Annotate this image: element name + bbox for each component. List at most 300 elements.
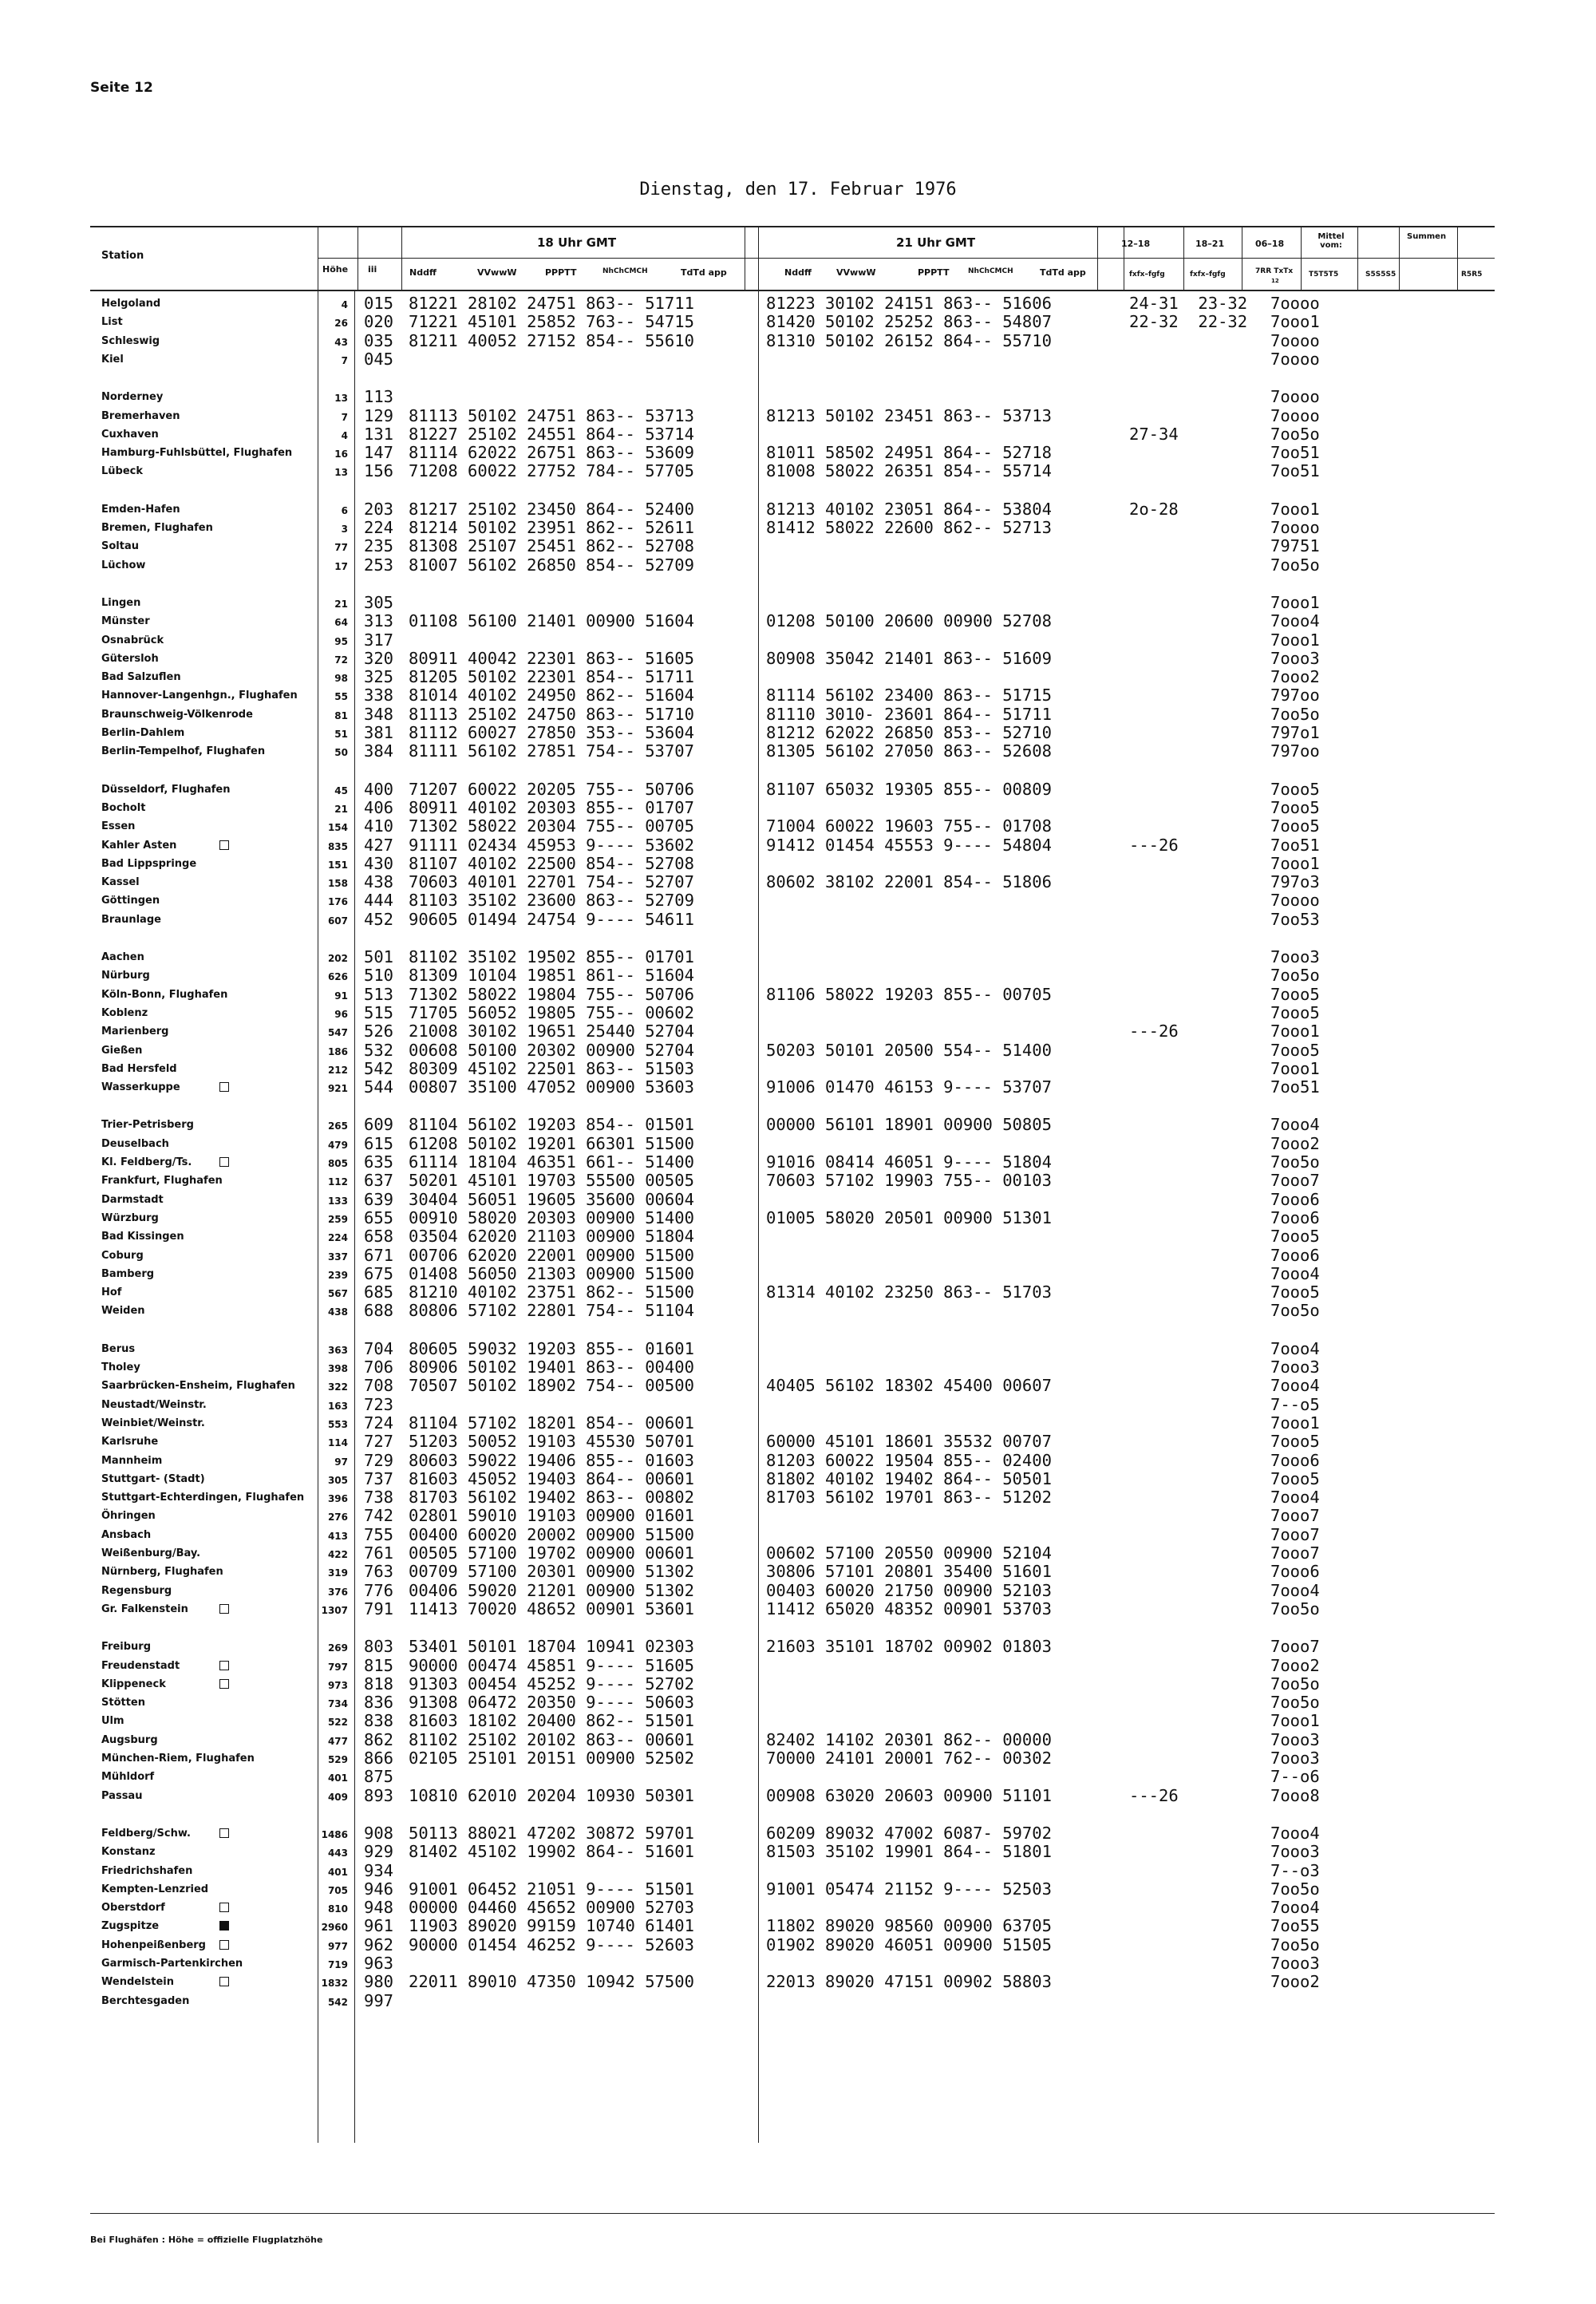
summary-group: 7oo5o (1270, 1879, 1320, 1899)
table-row (0, 518, 1596, 537)
station-name: Bad Lippspringe (101, 857, 197, 870)
table-row (0, 1282, 1596, 1302)
station-index: 929 (364, 1842, 394, 1862)
table-row (0, 1674, 1596, 1693)
obs-18-uhr: 71302 58022 20304 755-- 00705 (409, 816, 694, 836)
station-name: Braunlage (101, 913, 161, 926)
table-row (0, 798, 1596, 817)
obs-18-uhr: 03504 62020 21103 00900 51804 (409, 1227, 694, 1247)
table-row (0, 1730, 1596, 1749)
table-row (0, 461, 1596, 480)
summary-group: 7oooo (1270, 330, 1320, 350)
header-21-uhr: 21 Uhr GMT (896, 235, 976, 250)
summary-group: 7oo51 (1270, 835, 1320, 855)
station-index: 875 (364, 1767, 394, 1787)
station-index: 708 (364, 1376, 394, 1396)
obs-18-uhr: 90000 01454 46252 9---- 52603 (409, 1934, 694, 1954)
table-row (0, 1152, 1596, 1172)
station-index: 761 (364, 1543, 394, 1563)
summary-group: 7ooo5 (1270, 816, 1320, 836)
summary-group: 7ooo3 (1270, 947, 1320, 966)
mountain-station-marker-icon (219, 1082, 229, 1092)
station-name: Helgoland (101, 298, 161, 310)
station-index: 706 (364, 1358, 394, 1377)
mountain-station-marker-icon (219, 1977, 229, 1986)
station-name: Freiburg (101, 1641, 152, 1654)
header-col: TdTd app (681, 267, 727, 278)
station-height: 154 (327, 822, 348, 834)
station-name: Frankfurt, Flughafen (101, 1175, 223, 1188)
mountain-station-marker-icon (219, 1940, 229, 1950)
summary-group: 7ooo1 (1270, 853, 1320, 873)
station-name: Göttingen (101, 895, 160, 907)
table-row (0, 1954, 1596, 1973)
mountain-station-marker-icon (219, 1679, 229, 1689)
summary-group: 7ooo2 (1270, 1133, 1320, 1153)
mountain-station-marker-icon (219, 840, 229, 850)
header-col: NhChCMCH (602, 267, 648, 275)
mountain-station-marker-icon (219, 1661, 229, 1670)
obs-21-uhr: 21603 35101 18702 00902 01803 (766, 1637, 1052, 1657)
table-row (0, 816, 1596, 836)
table-row (0, 1413, 1596, 1433)
obs-21-uhr: 81114 56102 23400 863-- 51715 (766, 686, 1052, 705)
station-index: 305 (364, 592, 394, 612)
summary-group: 7ooo4 (1270, 1115, 1320, 1135)
summary-group: 7ooo5 (1270, 1002, 1320, 1022)
obs-18-uhr: 81114 62022 26751 863-- 53609 (409, 443, 694, 463)
obs-21-uhr: 91016 08414 46051 9---- 51804 (766, 1152, 1052, 1172)
station-height: 376 (327, 1586, 348, 1598)
summary-group: 7ooo8 (1270, 1785, 1320, 1805)
summary-group: 7ooo3 (1270, 1842, 1320, 1862)
obs-18-uhr: 80911 40102 20303 855-- 01707 (409, 797, 694, 817)
obs-18-uhr: 80906 50102 19401 863-- 00400 (409, 1358, 694, 1377)
obs-18-uhr: 61208 50102 19201 66301 51500 (409, 1133, 694, 1153)
station-name: Kempten-Lenzried (101, 1883, 209, 1895)
summary-group: 7ooo7 (1270, 1524, 1320, 1544)
summary-group: 7ooo1 (1270, 630, 1320, 650)
table-row (0, 443, 1596, 462)
station-height: 337 (327, 1251, 348, 1263)
station-index: 655 (364, 1207, 394, 1227)
station-name: Zugspitze (101, 1920, 159, 1932)
station-height: 705 (327, 1884, 348, 1896)
station-height: 51 (334, 729, 348, 740)
obs-18-uhr: 81217 25102 23450 864-- 52400 (409, 499, 694, 519)
obs-21-uhr: 81223 30102 24151 863-- 51606 (766, 294, 1052, 313)
obs-18-uhr: 90000 00474 45851 9---- 51605 (409, 1655, 694, 1675)
station-name: Nürburg (101, 970, 150, 982)
station-height: 97 (334, 1456, 348, 1468)
station-height: 21 (334, 598, 348, 610)
obs-18-uhr: 80309 45102 22501 863-- 51503 (409, 1058, 694, 1078)
station-index: 253 (364, 555, 394, 575)
summary-group: 7ooo3 (1270, 1729, 1320, 1749)
station-name: Münster (101, 615, 150, 628)
obs-18-uhr: 01408 56050 21303 00900 51500 (409, 1263, 694, 1283)
station-name: Neustadt/Weinstr. (101, 1398, 207, 1411)
station-name: Tholey (101, 1361, 140, 1373)
obs-18-uhr: 81211 40052 27152 854-- 55610 (409, 330, 694, 350)
obs-21-uhr: 81503 35102 19901 864-- 51801 (766, 1842, 1052, 1862)
station-index: 742 (364, 1506, 394, 1526)
station-height: 734 (327, 1698, 348, 1710)
station-name: Marienberg (101, 1026, 169, 1038)
station-index: 893 (364, 1785, 394, 1805)
station-name: Emden-Hafen (101, 503, 180, 516)
summary-group: 7ooo7 (1270, 1637, 1320, 1657)
obs-18-uhr: 21008 30102 19651 25440 52704 (409, 1022, 694, 1041)
station-index: 961 (364, 1916, 394, 1936)
obs-18-uhr: 81111 56102 27851 754-- 53707 (409, 741, 694, 761)
station-name: Coburg (101, 1249, 144, 1262)
obs-18-uhr: 50113 88021 47202 30872 59701 (409, 1823, 694, 1843)
summary-group: 7ooo4 (1270, 1263, 1320, 1283)
table-row (0, 1246, 1596, 1265)
station-name: Norderney (101, 391, 164, 404)
obs-21-uhr: 81310 50102 26152 864-- 55710 (766, 330, 1052, 350)
station-name: Kahler Asten (101, 840, 176, 852)
station-index: 020 (364, 312, 394, 332)
station-name: Mannheim (101, 1454, 163, 1467)
obs-18-uhr: 81205 50102 22301 854-- 51711 (409, 667, 694, 687)
obs-18-uhr: 81703 56102 19402 863-- 00802 (409, 1488, 694, 1508)
summary-group: 7ooo1 (1270, 1022, 1320, 1041)
station-height: 797 (327, 1661, 348, 1673)
mountain-station-marker-icon (219, 1604, 229, 1614)
station-height: 96 (334, 1008, 348, 1020)
summary-group: 7ooo4 (1270, 611, 1320, 631)
table-row (0, 1543, 1596, 1563)
station-name: Gießen (101, 1044, 143, 1057)
obs-21-uhr: 81420 50102 25252 863-- 54807 (766, 312, 1052, 332)
gust-range: 22-32 22-32 (1129, 312, 1248, 332)
station-name: Berlin-Dahlem (101, 727, 185, 739)
station-name: Garmisch-Partenkirchen (101, 1958, 243, 1970)
station-name: München-Riem, Flughafen (101, 1753, 255, 1765)
obs-18-uhr: 80605 59032 19203 855-- 01601 (409, 1338, 694, 1358)
table-row (0, 387, 1596, 406)
station-height: 553 (327, 1418, 348, 1430)
summary-group: 7ooo3 (1270, 1749, 1320, 1768)
station-name: Saarbrücken-Ensheim, Flughafen (101, 1380, 295, 1393)
station-height: 3 (341, 524, 348, 535)
summary-group: 79751 (1270, 536, 1320, 556)
table-row (0, 1879, 1596, 1899)
obs-21-uhr: 81212 62022 26850 853-- 52710 (766, 723, 1052, 742)
station-index: 510 (364, 966, 394, 986)
station-name: Kl. Feldberg/Ts. (101, 1156, 192, 1168)
summary-group: 7oooo (1270, 349, 1320, 369)
station-height: 269 (327, 1642, 348, 1654)
station-height: 413 (327, 1530, 348, 1542)
station-index: 147 (364, 443, 394, 463)
header-summen-sub-2: R5R5 (1461, 271, 1483, 279)
summary-group: 7ooo1 (1270, 592, 1320, 612)
header-period-3: 06–18 (1255, 239, 1285, 249)
station-height: 835 (327, 840, 348, 852)
station-index: 129 (364, 405, 394, 425)
summary-group: 7ooo5 (1270, 1282, 1320, 1302)
table-row (0, 1134, 1596, 1153)
station-index: 727 (364, 1432, 394, 1452)
obs-21-uhr: 11412 65020 48352 00901 53703 (766, 1599, 1052, 1618)
table-row (0, 1488, 1596, 1507)
table-row (0, 406, 1596, 425)
station-index: 962 (364, 1934, 394, 1954)
station-height: 77 (334, 542, 348, 554)
table-row (0, 1562, 1596, 1581)
header-iii: iii (368, 264, 377, 275)
table-row (0, 1190, 1596, 1209)
summary-group: 7oo5o (1270, 1934, 1320, 1954)
station-name: Öhringen (101, 1510, 156, 1523)
obs-18-uhr: 80603 59022 19406 855-- 01603 (409, 1450, 694, 1470)
summary-group: 7ooo5 (1270, 1468, 1320, 1488)
table-row (0, 1395, 1596, 1414)
obs-18-uhr: 80806 57102 22801 754-- 51104 (409, 1301, 694, 1321)
station-index: 320 (364, 648, 394, 668)
station-index: 738 (364, 1488, 394, 1508)
summary-group: 7oooo (1270, 387, 1320, 407)
station-height: 259 (327, 1213, 348, 1225)
table-row (0, 331, 1596, 350)
station-height: 276 (327, 1512, 348, 1523)
station-height: 64 (334, 617, 348, 629)
summary-group: 7ooo1 (1270, 499, 1320, 519)
station-name: Bocholt (101, 801, 146, 814)
station-name: Darmstadt (101, 1193, 164, 1206)
table-row (0, 350, 1596, 369)
obs-18-uhr: 53401 50101 18704 10941 02303 (409, 1637, 694, 1657)
table-row (0, 1916, 1596, 1935)
gust-range: ---26 (1129, 1022, 1179, 1041)
station-name: Gr. Falkenstein (101, 1603, 188, 1615)
summary-group: 7oo5o (1270, 1599, 1320, 1618)
obs-18-uhr: 71221 45101 25852 763-- 54715 (409, 312, 694, 332)
summary-group: 797oo (1270, 741, 1320, 761)
obs-21-uhr: 81107 65032 19305 855-- 00809 (766, 779, 1052, 799)
station-name: Bremerhaven (101, 409, 180, 422)
summary-group: 7ooo2 (1270, 667, 1320, 687)
table-row (0, 500, 1596, 519)
obs-18-uhr: 81227 25102 24551 864-- 53714 (409, 424, 694, 444)
summary-group: 7ooo1 (1270, 312, 1320, 332)
station-index: 224 (364, 518, 394, 537)
station-height: 7 (341, 411, 348, 423)
station-index: 325 (364, 667, 394, 687)
station-height: 265 (327, 1120, 348, 1132)
station-index: 406 (364, 797, 394, 817)
header-mittel-sub: T5T5T5 (1309, 271, 1339, 279)
table-row (0, 872, 1596, 891)
station-index: 438 (364, 872, 394, 892)
obs-18-uhr: 01108 56100 21401 00900 51604 (409, 611, 694, 631)
station-name: Koblenz (101, 1006, 148, 1019)
obs-18-uhr: 00608 50100 20302 00900 52704 (409, 1040, 694, 1060)
obs-18-uhr: 81104 56102 19203 854-- 01501 (409, 1115, 694, 1135)
obs-21-uhr: 50203 50101 20500 554-- 51400 (766, 1040, 1052, 1060)
station-index: 400 (364, 779, 394, 799)
table-row (0, 1077, 1596, 1097)
summary-group: 7ooo6 (1270, 1450, 1320, 1470)
station-height: 43 (334, 336, 348, 348)
obs-18-uhr: 81210 40102 23751 862-- 51500 (409, 1282, 694, 1302)
table-row (0, 555, 1596, 575)
table-row (0, 1022, 1596, 1041)
obs-18-uhr: 61114 18104 46351 661-- 51400 (409, 1152, 694, 1172)
station-name: Lingen (101, 596, 141, 609)
obs-18-uhr: 81603 18102 20400 862-- 51501 (409, 1711, 694, 1731)
obs-18-uhr: 81214 50102 23951 862-- 52611 (409, 518, 694, 537)
obs-18-uhr: 00709 57100 20301 00900 51302 (409, 1562, 694, 1582)
station-index: 671 (364, 1245, 394, 1265)
table-row (0, 1599, 1596, 1618)
header-mittel: Mittel vom: (1317, 232, 1345, 250)
table-row (0, 686, 1596, 705)
station-height: 810 (327, 1903, 348, 1915)
obs-21-uhr: 81412 58022 22600 862-- 52713 (766, 518, 1052, 537)
table-row (0, 425, 1596, 444)
obs-21-uhr: 01208 50100 20600 00900 52708 (766, 611, 1052, 631)
station-name: Hohenpeißenberg (101, 1939, 206, 1951)
station-name: Augsburg (101, 1733, 158, 1746)
station-height: 401 (327, 1866, 348, 1878)
table-row (0, 1581, 1596, 1600)
obs-21-uhr: 81011 58502 24951 864-- 52718 (766, 443, 1052, 463)
station-height: 542 (327, 1996, 348, 2008)
station-index: 235 (364, 536, 394, 556)
table-row (0, 1749, 1596, 1768)
obs-21-uhr: 81802 40102 19402 864-- 50501 (766, 1468, 1052, 1488)
obs-18-uhr: 02105 25101 20151 00900 52502 (409, 1749, 694, 1768)
obs-18-uhr: 30404 56051 19605 35600 00604 (409, 1189, 694, 1209)
obs-18-uhr: 00000 04460 45652 00900 52703 (409, 1898, 694, 1918)
obs-18-uhr: 91303 00454 45252 9---- 52702 (409, 1674, 694, 1693)
obs-21-uhr: 01902 89020 46051 00900 51505 (766, 1934, 1052, 1954)
station-index: 513 (364, 984, 394, 1004)
station-index: 838 (364, 1711, 394, 1731)
obs-18-uhr: 81308 25107 25451 862-- 52708 (409, 536, 694, 556)
summary-group: 7oooo (1270, 294, 1320, 313)
station-index: 427 (364, 835, 394, 855)
table-row (0, 1376, 1596, 1395)
station-name: Bad Salzuflen (101, 671, 181, 684)
station-index: 501 (364, 947, 394, 966)
obs-21-uhr: 80908 35042 21401 863-- 51609 (766, 648, 1052, 668)
obs-18-uhr: 00406 59020 21201 00900 51302 (409, 1580, 694, 1600)
summary-group: 7ooo2 (1270, 1655, 1320, 1675)
obs-18-uhr: 22011 89010 47350 10942 57500 (409, 1972, 694, 1992)
station-index: 639 (364, 1189, 394, 1209)
obs-18-uhr: 81104 57102 18201 854-- 00601 (409, 1413, 694, 1433)
station-height: 16 (334, 449, 348, 460)
obs-21-uhr: 00602 57100 20550 00900 52104 (766, 1543, 1052, 1563)
table-row (0, 910, 1596, 929)
obs-18-uhr: 81309 10104 19851 861-- 51604 (409, 966, 694, 986)
obs-18-uhr: 81112 60027 27850 353-- 53604 (409, 723, 694, 742)
station-height: 98 (334, 673, 348, 685)
station-name: Trier-Petrisberg (101, 1119, 194, 1132)
summary-group: 7oo55 (1270, 1916, 1320, 1936)
obs-21-uhr: 81213 50102 23451 863-- 53713 (766, 405, 1052, 425)
summary-group: 7oo51 (1270, 443, 1320, 463)
summary-group: 7oooo (1270, 405, 1320, 425)
summary-group: 7ooo6 (1270, 1207, 1320, 1227)
station-height: 21 (334, 803, 348, 815)
station-name: Köln-Bonn, Flughafen (101, 988, 228, 1001)
station-name: Konstanz (101, 1846, 156, 1859)
summary-group: 7ooo1 (1270, 1413, 1320, 1433)
station-height: 443 (327, 1848, 348, 1859)
station-height: 186 (327, 1045, 348, 1057)
summary-group: 7ooo5 (1270, 779, 1320, 799)
obs-21-uhr: 81110 3010- 23601 864-- 51711 (766, 704, 1052, 724)
mountain-station-marker-icon (219, 1157, 229, 1167)
summary-group: 7ooo5 (1270, 1432, 1320, 1452)
station-height: 224 (327, 1232, 348, 1244)
header-summen-sub-1: S5S5S5 (1365, 271, 1396, 279)
obs-18-uhr: 11903 89020 99159 10740 61401 (409, 1916, 694, 1936)
table-row (0, 1711, 1596, 1730)
station-height: 522 (327, 1717, 348, 1729)
station-height: 529 (327, 1754, 348, 1765)
summary-group: 7oooo (1270, 891, 1320, 911)
obs-18-uhr: 71207 60022 20205 755-- 50706 (409, 779, 694, 799)
station-index: 544 (364, 1077, 394, 1097)
station-name: Bremen, Flughafen (101, 522, 213, 534)
header-col: Nddff (784, 267, 812, 278)
station-index: 803 (364, 1637, 394, 1657)
station-height: 401 (327, 1772, 348, 1784)
station-height: 398 (327, 1363, 348, 1374)
obs-18-uhr: 81113 50102 24751 863-- 53713 (409, 405, 694, 425)
header-col: PPPTT (545, 267, 577, 278)
obs-18-uhr: 70507 50102 18902 754-- 00500 (409, 1376, 694, 1396)
summary-group: 7ooo2 (1270, 1972, 1320, 1992)
station-index: 035 (364, 330, 394, 350)
obs-18-uhr: 81103 35102 23600 863-- 52709 (409, 891, 694, 911)
station-index: 635 (364, 1152, 394, 1172)
col-rule (354, 291, 355, 2143)
station-index: 156 (364, 461, 394, 481)
station-index: 338 (364, 686, 394, 705)
page-title: Dienstag, den 17. Februar 1976 (639, 180, 957, 200)
station-height: 239 (327, 1269, 348, 1281)
header-period-2: 18–21 (1195, 239, 1225, 249)
obs-21-uhr: 82402 14102 20301 862-- 00000 (766, 1729, 1052, 1749)
station-name: List (101, 316, 123, 329)
station-name: Berus (101, 1342, 136, 1355)
station-name: Bad Kissingen (101, 1231, 184, 1243)
table-row (0, 723, 1596, 742)
station-name: Berchtesgaden (101, 1994, 190, 2007)
obs-18-uhr: 00910 58020 20303 00900 51400 (409, 1207, 694, 1227)
summary-group: 7ooo5 (1270, 1040, 1320, 1060)
station-height: 163 (327, 1400, 348, 1412)
obs-18-uhr: 91001 06452 21051 9---- 51501 (409, 1879, 694, 1899)
table-row (0, 705, 1596, 724)
station-height: 1307 (321, 1604, 348, 1616)
mountain-station-marker-icon (219, 1903, 229, 1912)
station-name: Hannover-Langenhgn., Flughafen (101, 690, 298, 702)
station-index: 818 (364, 1674, 394, 1693)
station-name: Bad Hersfeld (101, 1062, 177, 1075)
station-height: 202 (327, 953, 348, 964)
station-index: 203 (364, 499, 394, 519)
station-name: Stuttgart-Echterdingen, Flughafen (101, 1492, 305, 1504)
